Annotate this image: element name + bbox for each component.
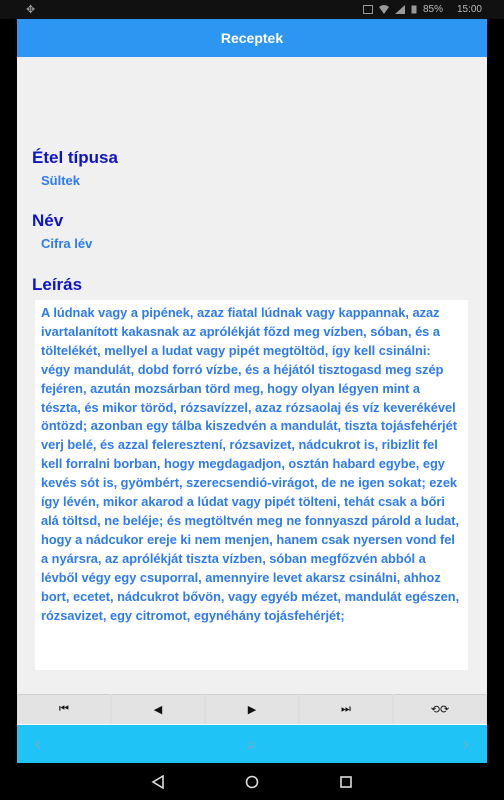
back-icon[interactable] — [151, 775, 165, 789]
status-bar — [0, 0, 504, 19]
recipe-detail — [17, 57, 487, 714]
app-bar — [17, 19, 487, 57]
refresh-button[interactable] — [394, 694, 486, 724]
wifi-icon — [379, 5, 389, 14]
name-label: Név — [32, 211, 64, 230]
next-icon: ▶ — [247, 704, 257, 716]
skip-last-icon: ⏭ — [341, 703, 351, 715]
system-navigation-bar — [0, 763, 504, 800]
battery-icon — [411, 5, 417, 14]
first-record-button[interactable] — [18, 694, 110, 724]
type-label: Étel típusa — [32, 148, 118, 167]
chevron-right-icon[interactable]: › — [463, 733, 469, 754]
bottom-bar — [17, 725, 487, 763]
skip-first-icon: ⏮ — [59, 703, 69, 715]
move-icon: ✥ — [26, 4, 36, 16]
description-box[interactable] — [35, 300, 468, 670]
description-text: A lúdnak vagy a pipének, azaz fiatal lúdnak vagy kappannak, azaz ivartalanított kakasnak az aprólékját főzd meg vízben, sóban, és a töltelékét, mellyel a ludat vagy pipét megtöltöd, így kell csinálni: végy mandulát, dobd forró vízbe, és a héjától tisztogasd meg szép fejéren, azután mozsárban törd meg, hogy olyan légyen mint a tészta, és mikor töröd, rózsavízzel, azaz rózsaolaj és víz keverékével öntözd; azonban egy tálba kiszedvén a mandulát, tiszta tojásfehérjét verj belé, és azzal feleresztení, rózsavizet, nádcukrot is, ribizlit fel kell forralni borban, hogy megdagadjon, osztán habard egybe, egy kevés sót is, gyömbért, szerecsendió-virágot, de ne igen sokat; ezek így lévén, mikor akarod a lúdat vagy pipét tölteni, tehát csak a bőri alá töltsd, ne beléje; és megtöltvén meg ne fonnyaszd párold a ludat, hogy a nádcukor ereje ki nem menjen, hanem csak nyersen vond fel a nyársra, az aprólékját tiszta vízben, sóban megfőzvén abból a lévből végy egy csuporral, amennyire levet akarsz csinálni, ahhoz bort, ecetet, nádcukrot bővön, vagy egyéb mézet, mandulát egészen, rózsavizet, egy citromot, egynéhány tojásfehérjét; — [41, 305, 460, 623]
app-window — [17, 19, 487, 763]
description-label: Leírás — [32, 275, 83, 294]
last-record-button[interactable] — [300, 694, 392, 724]
type-value: Sültek — [41, 173, 81, 188]
app-title: Receptek — [220, 30, 284, 46]
search-icon[interactable]: ⌕ — [246, 733, 258, 754]
previous-icon: ◀ — [153, 704, 163, 716]
home-icon[interactable] — [245, 775, 259, 789]
name-value: Cifra lév — [41, 236, 93, 251]
refresh-icon: ⟲⟳ — [430, 704, 450, 716]
previous-record-button[interactable] — [112, 694, 204, 724]
cast-icon — [363, 5, 373, 14]
record-navigation-bar — [17, 694, 487, 724]
chevron-left-icon[interactable]: ‹ — [35, 733, 41, 754]
battery-percent: 85% — [422, 4, 443, 15]
signal-icon — [395, 5, 405, 14]
recents-icon[interactable] — [339, 775, 353, 789]
next-record-button[interactable] — [206, 694, 298, 724]
clock: 15:00 — [456, 4, 482, 15]
